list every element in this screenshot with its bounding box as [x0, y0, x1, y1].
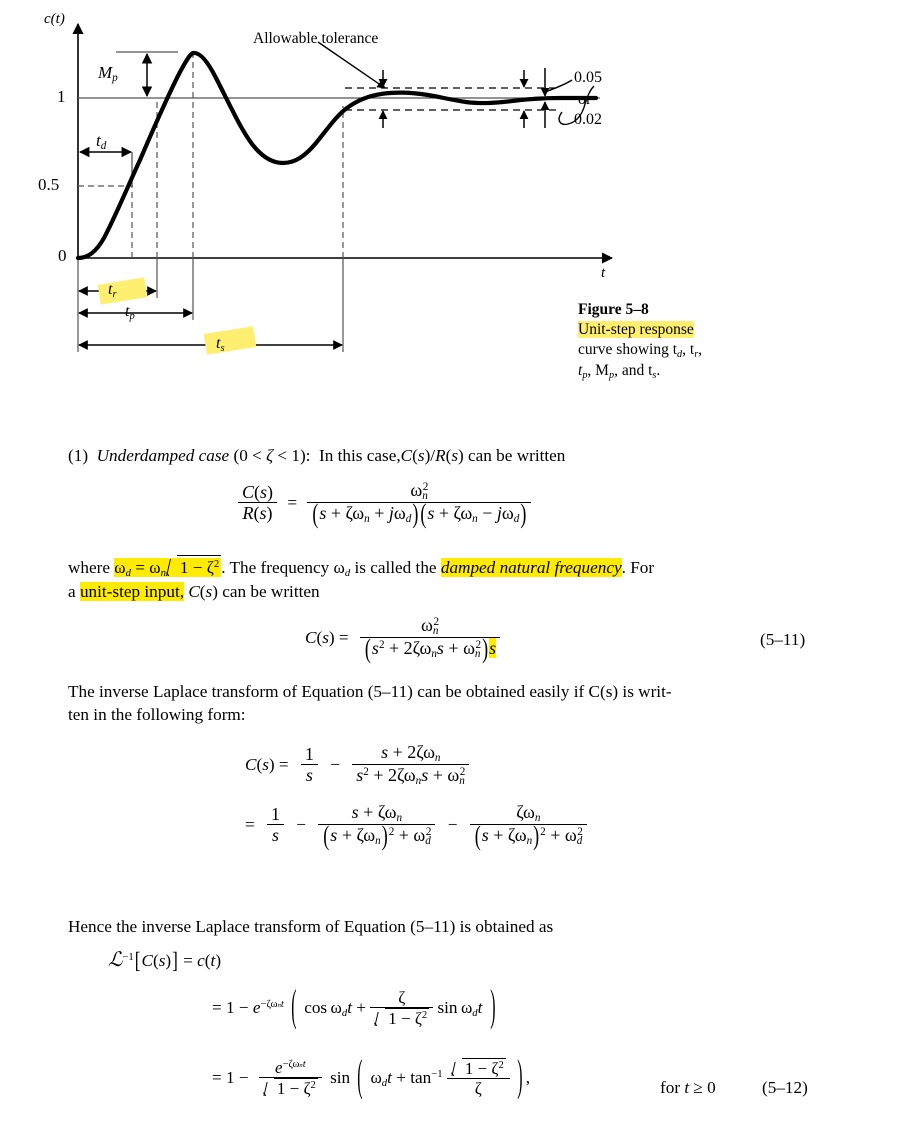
bracket-close: ]	[172, 947, 178, 974]
eq5a-frac-num: ζ	[398, 988, 406, 1007]
equation-number-5-11: (5–11)	[760, 630, 806, 649]
caption-sub-p: p	[582, 370, 588, 382]
eq1-rhs-num: $\omega n^2$	[410, 480, 429, 502]
y-tick-0: 0	[58, 246, 67, 265]
laplace-operator-symbol: ℒ	[108, 949, 123, 971]
caption-line-3-mid: , M	[587, 362, 609, 380]
eq5a-sin: sin ωdt	[437, 997, 483, 1019]
equation-number-5-12: (5–12)	[762, 1078, 808, 1097]
overshoot-label-mp: $M_p$	[98, 63, 118, 85]
line2-tail: C(s) can be written	[188, 582, 320, 601]
caption-sub-p2: p	[608, 370, 615, 382]
eq1-rhs-den: (s + ζωn + jωd) (s + ζωn − jωd)	[307, 502, 531, 525]
caption-line-1	[578, 320, 878, 340]
eq3b-t1-num: 1	[271, 804, 280, 825]
eq5a-cos: cos ωdt +	[304, 997, 366, 1019]
caption-number: Figure 5–8	[578, 301, 649, 318]
eq5a-lead: = $1 - e^{-\zeta\omega nt}$	[212, 998, 284, 1018]
eq5b-arg: $\omega dt + \tan^{-1}$	[370, 1067, 443, 1089]
eq1-lhs-den: R(s)	[238, 502, 277, 523]
settling-time-label-ts: $t_s$	[216, 335, 225, 354]
where-mid: . The frequency ωd is called the	[221, 558, 441, 579]
paragraph-inverse-laplace-intro-line1: The inverse Laplace transform of Equation (5–11) can be obtained easily if C(s) is writ-	[68, 682, 672, 701]
eq3b-minus2: −	[447, 814, 458, 834]
equation-partial-fractions-line2	[245, 802, 587, 851]
bracket-open: [	[134, 947, 141, 974]
tolerance-value-0-05: 0.05	[574, 69, 602, 86]
eq3-t1-num: 1	[304, 744, 314, 765]
case-condition: (0 < ζ < 1):	[233, 446, 311, 465]
paragraph-underdamped-case	[68, 444, 888, 467]
eq3b-t3-num: ζωn	[516, 802, 541, 824]
paren-close-1: )	[489, 980, 496, 1031]
eq3-t2-num: s + 2ζωn	[381, 742, 441, 764]
caption-line-3-end: , and t	[614, 362, 653, 380]
equation-5-11	[305, 615, 500, 664]
paragraph-hence-inverse: Hence the inverse Laplace transform of Equation (5–11) is obtained as	[68, 917, 554, 936]
eq1-lhs-num: C(s)	[242, 482, 274, 503]
equation-partial-fractions-line1	[245, 742, 469, 788]
equation-5-12-condition	[660, 1078, 716, 1098]
equation-laplace-inverse-lhs	[108, 947, 221, 972]
eq5b-frac-den: $1 - \zeta^2$	[259, 1077, 322, 1098]
laplace-argument: C(s)	[141, 951, 172, 970]
condition-text: for t ≥ 0	[660, 1078, 716, 1097]
paragraph-where-omega-d	[68, 555, 898, 581]
where-tail: . For	[621, 558, 655, 577]
peak-time-label-tp: $t_p$	[125, 303, 135, 322]
eq5b-lead: = 1 −	[212, 1068, 249, 1088]
paragraph-unit-step-input	[68, 580, 898, 603]
eq5b-comma: ,	[525, 1068, 531, 1088]
eq3b-t2-den: $(s + \zeta\omega n)^2 + \omega d^2$	[318, 824, 435, 847]
case-title: Underdamped case	[96, 446, 230, 465]
eq1-equals: =	[287, 492, 298, 512]
eq5a-frac-den: $1 - \zeta^2$	[370, 1007, 433, 1028]
laplace-equals: = c(t)	[183, 951, 222, 970]
caption-line-2-end: ,	[698, 341, 703, 359]
caption-sub-s: s	[652, 370, 657, 382]
eq2-lhs: C(s) =	[305, 627, 349, 647]
eq3b-equals: =	[245, 814, 255, 834]
unit-step-input-highlight: unit-step input,	[79, 582, 185, 601]
damped-natural-frequency-term: damped natural frequency	[440, 558, 622, 577]
eq2-den: $(s^2 + 2\zeta\omega ns + \omega n^2)s$	[360, 637, 500, 660]
caption-line-3	[578, 361, 878, 382]
delay-time-label-td: $t_d$	[96, 131, 107, 153]
paragraph-inverse-laplace-intro-line2: ten in the following form:	[68, 705, 246, 724]
eq3b-t2-num: s + ζωn	[351, 802, 403, 824]
caption-line-2-mid: , t	[682, 341, 695, 359]
equation-5-12-line2	[212, 1050, 531, 1101]
caption-line-2-text: curve showing t	[578, 341, 678, 359]
list-number: (1)	[68, 446, 89, 465]
eq2-num: $\omega n^2$	[421, 615, 440, 637]
equation-5-12-line1	[212, 980, 498, 1031]
caption-period: .	[656, 362, 661, 380]
caption-line-2	[578, 340, 878, 361]
eq3b-t1-den: s	[267, 824, 284, 845]
x-axis-label: t	[601, 265, 606, 281]
caption-line-1-text: Unit-step response	[578, 321, 694, 339]
tolerance-value-0-02: 0.02	[574, 111, 602, 128]
case-sentence: In this case,C(s)/R(s) can be written	[319, 446, 566, 465]
caption-sub-d: d	[677, 349, 683, 361]
eq5b-atan-den: ζ	[447, 1078, 510, 1098]
y-tick-0-5: 0.5	[38, 175, 60, 194]
equation-transfer-function	[238, 480, 531, 529]
line2-lead: a	[68, 582, 76, 601]
rise-time-label-tr: $t_r$	[108, 281, 117, 300]
paren-close-2: )	[517, 1050, 523, 1101]
tolerance-value-conjunction: or	[578, 91, 592, 108]
y-axis-label: c(t)	[44, 11, 65, 27]
laplace-operator-exponent: −1	[122, 952, 134, 964]
figure-caption	[578, 300, 878, 383]
eq3-lhs: C(s) =	[245, 754, 289, 774]
allowable-tolerance-annotation: Allowable tolerance	[253, 30, 379, 47]
where-lead: where	[68, 558, 110, 577]
paren-open-1: (	[291, 980, 297, 1031]
y-tick-1: 1	[57, 87, 66, 106]
paren-open-2: (	[357, 1050, 363, 1101]
eq5b-sin: sin	[330, 1068, 351, 1088]
eq3b-t3-den: $(s + \zeta\omega n)^2 + \omega d^2$	[470, 824, 587, 847]
eq3-t1-den: s	[301, 764, 318, 785]
eq3-minus: −	[330, 754, 340, 774]
eq3b-minus1: −	[296, 814, 306, 834]
where-equation-highlight: ωd = ωn $1 - \zeta^2$	[114, 558, 221, 577]
caption-sub-r: r	[694, 349, 699, 361]
caption-line-3-t: t	[578, 362, 583, 380]
eq5b-atan-num: $1 - \zeta^2$	[447, 1058, 510, 1078]
eq3-t2-den: $s^2 + 2\zeta\omega ns + \omega n^2$	[352, 764, 469, 787]
eq5b-frac-num: $e^{-\zeta\omega nt}$	[275, 1058, 306, 1077]
